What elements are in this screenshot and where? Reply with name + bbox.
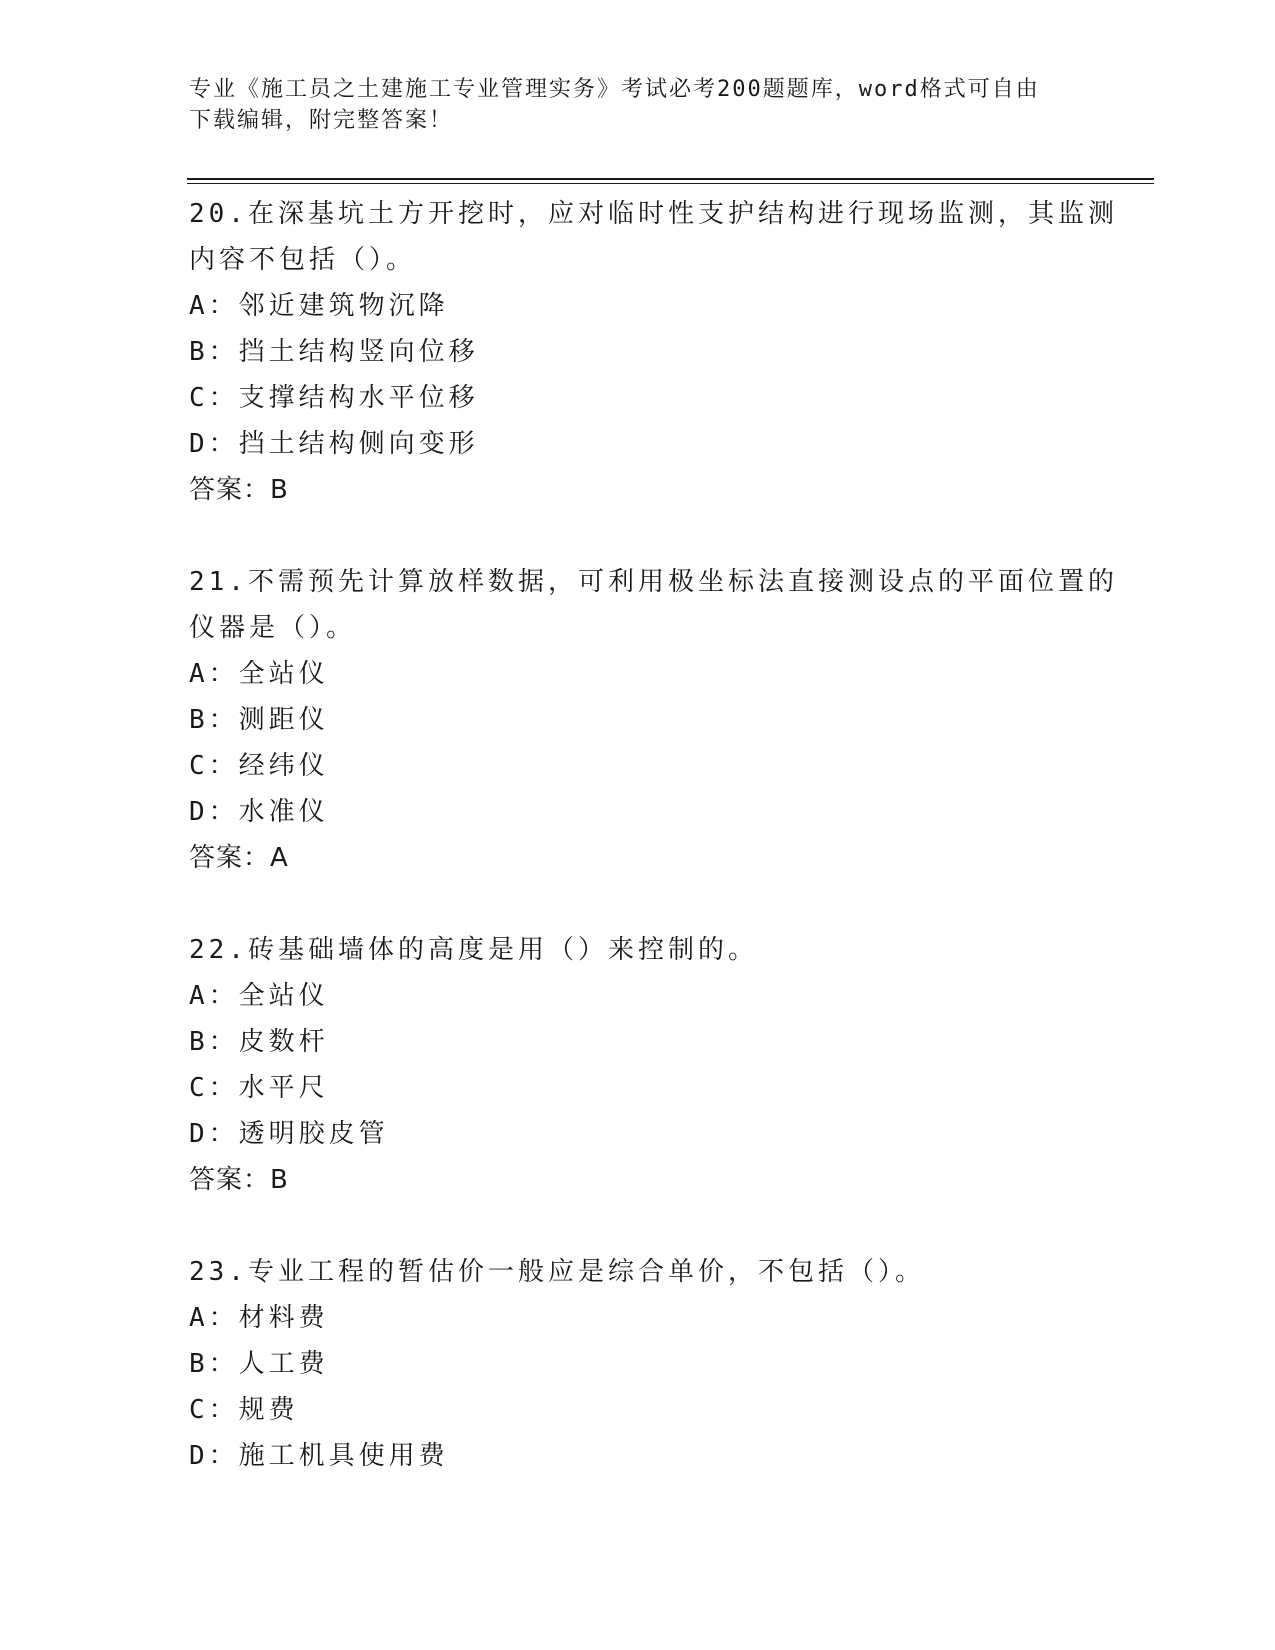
header-line-1: 专业《施工员之土建施工专业管理实务》考试必考200题题库，word格式可自由: [189, 77, 1040, 102]
option-c: C：水平尺: [189, 1073, 329, 1103]
option-d: D：施工机具使用费: [189, 1441, 449, 1471]
answer-label: 答案：B: [189, 1165, 289, 1195]
document-header: [189, 74, 1089, 136]
option-b: B：人工费: [189, 1349, 329, 1379]
question-23: [189, 1249, 1089, 1479]
option-b: B：测距仪: [189, 705, 329, 735]
question-stem: 22.砖基础墙体的高度是用（）来控制的。: [189, 935, 758, 965]
option-b: B：皮数杆: [189, 1027, 329, 1057]
option-a: A：邻近建筑物沉降: [189, 291, 449, 321]
header-divider-thick: [187, 178, 1154, 180]
option-d: D：透明胶皮管: [189, 1119, 389, 1149]
question-stem-continued: 仪器是（）。: [189, 613, 357, 643]
answer-label: 答案：B: [189, 475, 289, 505]
option-c: C：经纬仪: [189, 751, 329, 781]
option-a: A：全站仪: [189, 659, 329, 689]
question-stem-continued: 内容不包括（）。: [189, 245, 417, 275]
question-21: [189, 559, 1118, 881]
question-stem: 20.在深基坑土方开挖时，应对临时性支护结构进行现场监测，其监测: [189, 199, 1118, 229]
question-20: [189, 191, 1118, 513]
option-a: A：全站仪: [189, 981, 329, 1011]
option-d: D：挡土结构侧向变形: [189, 429, 479, 459]
answer-label: 答案：A: [189, 843, 289, 873]
question-stem: 21.不需预先计算放样数据，可利用极坐标法直接测设点的平面位置的: [189, 567, 1118, 597]
option-b: B：挡土结构竖向位移: [189, 337, 479, 367]
question-list: [189, 191, 1118, 1525]
header-divider-thin: [187, 183, 1154, 184]
header-line-2: 下载编辑，附完整答案！: [189, 108, 454, 133]
option-c: C：支撑结构水平位移: [189, 383, 479, 413]
option-c: C：规费: [189, 1395, 299, 1425]
option-d: D：水准仪: [189, 797, 329, 827]
question-22: [189, 927, 1089, 1203]
option-a: A：材料费: [189, 1303, 329, 1333]
question-stem: 23.专业工程的暂估价一般应是综合单价，不包括（）。: [189, 1257, 925, 1287]
